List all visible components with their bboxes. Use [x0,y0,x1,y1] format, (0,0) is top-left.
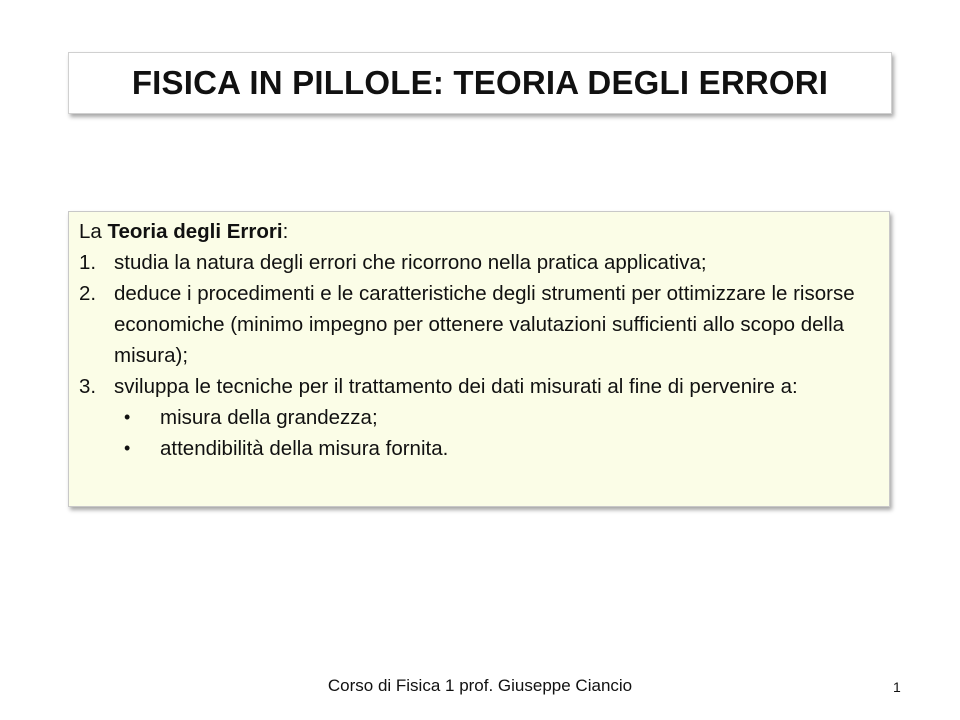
bullet-item-text: misura della grandezza; [160,406,378,429]
slide-title: FISICA IN PILLOLE: TEORIA DEGLI ERRORI [131,64,829,101]
bullet-item [79,402,879,433]
bullet-icon: • [124,407,131,427]
page-number: 1 [893,679,901,695]
intro-suffix: : [282,220,289,243]
numbered-item-text: deduce i procedimenti e le caratteristiche degli strumenti per ottimizzare le risorse economiche (minimo impegno per ottenere valutazioni sufficienti allo scopo della misura); [114,282,855,367]
numbered-item [79,247,879,278]
numbered-marker: 2. [79,282,97,305]
title-box [68,52,892,114]
footer-course-text: Corso di Fisica 1 prof. Giuseppe Ciancio [327,676,633,695]
intro-bold-term: Teoria degli Errori [107,220,283,243]
numbered-item-text: studia la natura degli errori che ricorrono nella pratica applicativa; [114,251,707,274]
numbered-item [79,278,879,371]
numbered-marker: 3. [79,375,97,398]
bullet-item-text: attendibilità della misura fornita. [160,437,449,460]
intro-line [79,216,879,247]
bullet-icon: • [124,438,131,458]
numbered-item [79,371,879,402]
content-box [68,211,890,507]
numbered-marker: 1. [79,251,97,274]
bullet-item [79,433,879,464]
numbered-item-text: sviluppa le tecniche per il trattamento dei dati misurati al fine di pervenire a: [114,375,798,398]
intro-prefix: La [79,220,108,243]
